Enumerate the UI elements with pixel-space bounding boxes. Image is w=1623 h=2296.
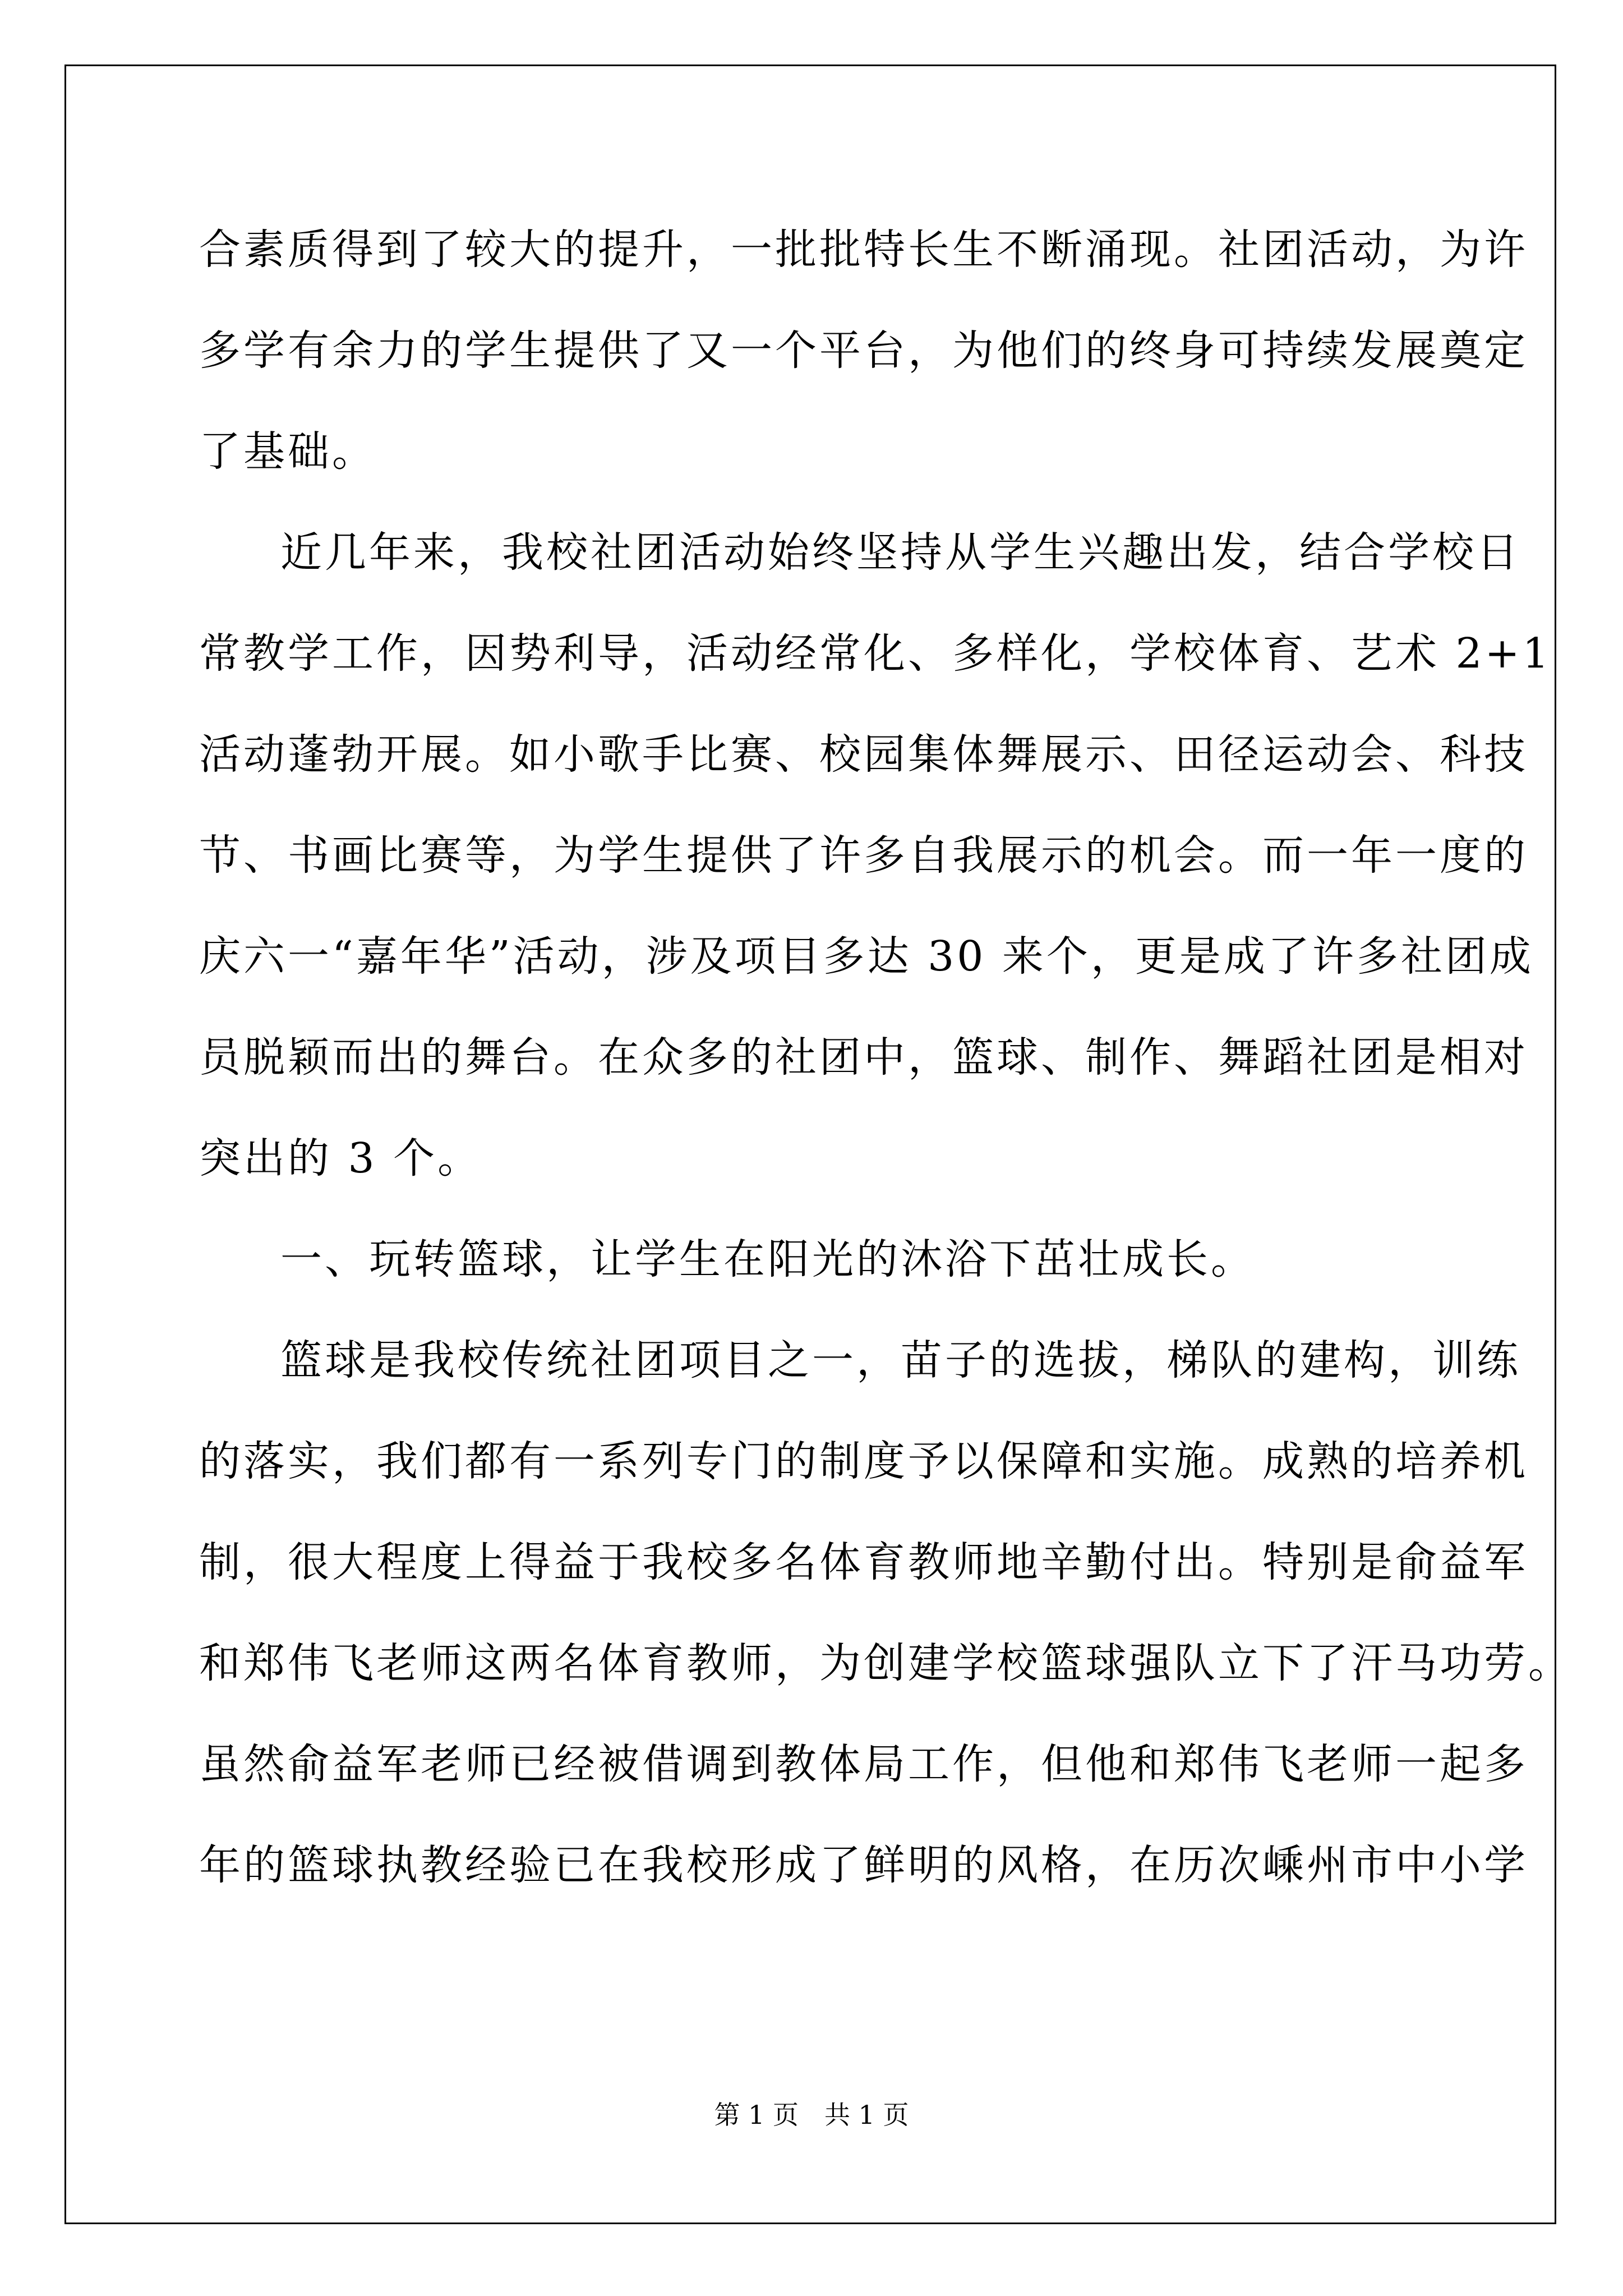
section-heading: 一、玩转篮球，让学生在阳光的沐浴下茁壮成长。 [280, 1235, 1255, 1283]
text-line: 多学有余力的学生提供了又一个平台，为他们的终身可持续发展奠定 [199, 326, 1528, 375]
text-line: 了基础。 [199, 427, 376, 476]
text-line: 活动蓬勃开展。如小歌手比赛、校园集体舞展示、田径运动会、科技 [199, 730, 1528, 779]
text-line: 年的篮球执教经验已在我校形成了鲜明的风格，在历次嵊州市中小学 [199, 1841, 1528, 1889]
paragraph-start-line: 近几年来，我校社团活动始终坚持从学生兴趣出发，结合学校日 [280, 528, 1521, 577]
text-line: 节、书画比赛等，为学生提供了许多自我展示的机会。而一年一度的 [199, 831, 1528, 880]
text-line: 员脱颖而出的舞台。在众多的社团中，篮球、制作、舞蹈社团是相对 [199, 1033, 1528, 1082]
page-footer: 第 1 页 共 1 页 [714, 2100, 909, 2130]
text-line: 常教学工作，因势利导，活动经常化、多样化，学校体育、艺术 2+1 [199, 629, 1552, 678]
paragraph-start-line: 篮球是我校传统社团项目之一，苗子的选拔，梯队的建构，训练 [280, 1336, 1521, 1384]
text-line: 庆六一“嘉年华”活动，涉及项目多达 30 来个，更是成了许多社团成 [199, 932, 1534, 981]
text-line: 合素质得到了较大的提升，一批批特长生不断涌现。社团活动，为许 [199, 226, 1528, 274]
text-line: 和郑伟飞老师这两名体育教师，为创建学校篮球强队立下了汗马功劳。 [199, 1639, 1573, 1687]
text-line: 制，很大程度上得益于我校多名体育教师地辛勤付出。特别是俞益军 [199, 1538, 1528, 1586]
text-line: 的落实，我们都有一系列专门的制度予以保障和实施。成熟的培养机 [199, 1437, 1528, 1485]
text-line: 虽然俞益军老师已经被借调到教体局工作，但他和郑伟飞老师一起多 [199, 1740, 1528, 1788]
text-line: 突出的 3 个。 [199, 1134, 482, 1182]
